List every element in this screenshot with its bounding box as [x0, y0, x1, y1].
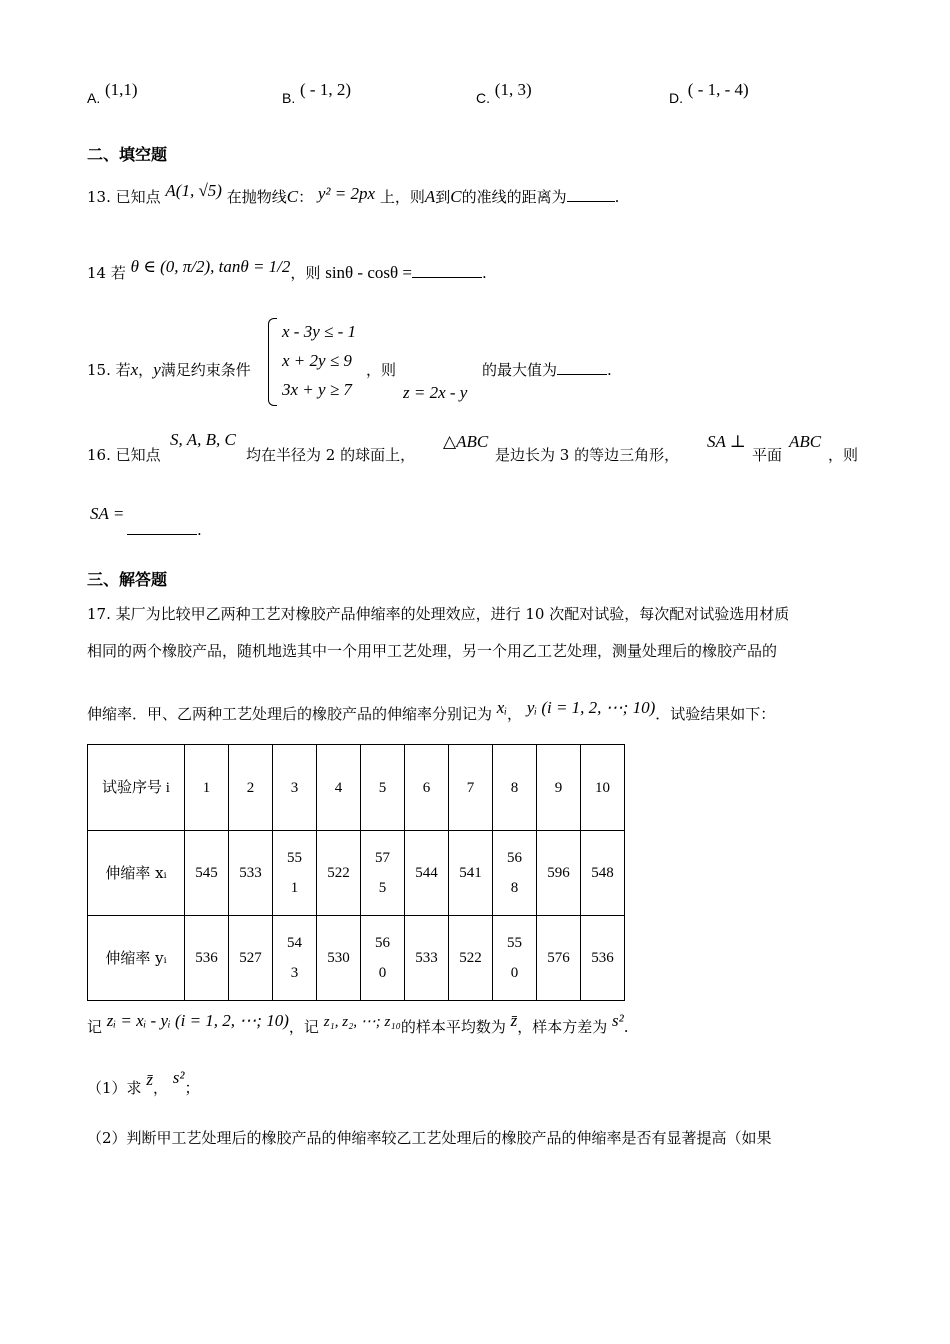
header-label: 试验序号 i	[102, 779, 170, 796]
q15-objective: z = 2x - y	[403, 383, 468, 402]
q15-end: .	[607, 361, 612, 379]
q17-line1: 17. 某厂为比较甲乙两种工艺对橡胶产品伸缩率的处理效应，进行 10 次配对试验，每次配对试验选用材质	[87, 605, 790, 623]
cell-wrap: 550	[507, 935, 522, 981]
table-cell	[273, 916, 317, 1001]
table-cell: 1	[185, 745, 229, 831]
option-c	[476, 80, 532, 108]
q17-part1-text: （1）求	[87, 1079, 142, 1097]
q16-text4: ，则	[828, 446, 859, 464]
q17-line3	[87, 698, 776, 724]
table-cell: 596	[537, 831, 581, 916]
q17-xi: xᵢ	[496, 698, 508, 717]
table-cell	[493, 916, 537, 1001]
q16-answer-blank	[127, 533, 197, 535]
table-cell: 4	[317, 745, 361, 831]
question-15	[87, 359, 251, 380]
option-b-value: ( - 1, 2)	[300, 80, 351, 99]
q13-a: A	[424, 187, 436, 206]
option-d-value: ( - 1, - 4)	[687, 80, 749, 99]
row-y-label-cell	[88, 916, 185, 1001]
option-b	[282, 80, 351, 108]
q17-line3-comma: ，	[507, 705, 523, 723]
table-cell: 522	[317, 831, 361, 916]
q17-line3-end: ．试验结果如下：	[655, 705, 776, 723]
table-cell: 6	[405, 745, 449, 831]
q15-tail	[482, 359, 612, 380]
table-cell: 576	[537, 916, 581, 1001]
table-row	[88, 831, 625, 916]
q13-point: A(1, √5)	[165, 181, 222, 200]
q17-note-c: 的样本平均数为	[400, 1018, 506, 1036]
q13-equation: y² = 2px	[317, 184, 376, 203]
q13-answer-blank	[567, 200, 615, 202]
q17-part1	[87, 1068, 200, 1098]
q17-note-b: ，记	[288, 1018, 319, 1036]
table-cell	[361, 916, 405, 1001]
header-label-cell	[88, 745, 185, 831]
table-cell	[493, 831, 537, 916]
table-cell	[273, 831, 317, 916]
q13-text3: 到	[435, 188, 451, 206]
q14-expression: sinθ - cosθ =	[325, 263, 412, 282]
q16-text2: 是边长为 3 的等边三角形，	[495, 446, 680, 464]
q17-yi: yᵢ (i = 1, 2, ⋯; 10)	[526, 698, 656, 717]
cell-wrap: 551	[287, 850, 302, 896]
q17-note-sequence: z₁, z₂, ⋯; z₁₀	[323, 1014, 401, 1030]
cell-wrap: 560	[375, 935, 390, 981]
table-row	[88, 745, 625, 831]
table-cell: 10	[581, 745, 625, 831]
table-cell: 548	[581, 831, 625, 916]
table-cell: 2	[229, 745, 273, 831]
q16-end: .	[197, 521, 202, 539]
section2-title: 二、填空题	[87, 145, 168, 164]
row-y-label: 伸缩率 yᵢ	[105, 948, 167, 967]
q15-constraint-3: 3x + y ≥ 7	[282, 380, 352, 399]
q13-text4: 的准线的距离为	[461, 188, 567, 206]
table-cell: 533	[229, 831, 273, 916]
q13-number: 13. 已知点	[87, 188, 161, 206]
table-cell: 8	[493, 745, 537, 831]
table-cell: 9	[537, 745, 581, 831]
q15-text1: 满足约束条件	[160, 361, 251, 379]
q14-condition: θ ∈ (0, π/2), tanθ = 1/2	[130, 257, 291, 276]
q17-part1-s2: s²	[172, 1068, 185, 1087]
q16-text1: 均在半径为 2 的球面上，	[246, 446, 416, 464]
q15-then: ，则	[366, 361, 397, 379]
table-cell: 3	[273, 745, 317, 831]
q15-constraint-1: x - 3y ≤ - 1	[282, 322, 356, 341]
table-cell: 530	[317, 916, 361, 1001]
q13-end: .	[614, 188, 620, 206]
q15-number: 15. 若	[87, 361, 131, 379]
q17-line3-text: 伸缩率．甲、乙两种工艺处理后的橡胶产品的伸缩率分别记为	[87, 705, 493, 723]
q17-part2: （2）判断甲工艺处理后的橡胶产品的伸缩率较乙工艺处理后的橡胶产品的伸缩率是否有显著提高（如果	[87, 1129, 772, 1147]
option-a-label: A.	[87, 90, 101, 106]
q14-end: .	[482, 264, 487, 282]
q15-brace	[268, 318, 277, 406]
table-cell: 5	[361, 745, 405, 831]
q17-note-a: 记	[87, 1018, 103, 1036]
option-c-value: (1, 3)	[494, 80, 532, 99]
question-13	[87, 181, 620, 207]
q17-line2: 相同的两个橡胶产品，随机地选其中一个用甲工艺处理，另一个用乙工艺处理，测量处理后的橡胶产品的	[87, 642, 778, 660]
cell-wrap: 568	[507, 850, 522, 896]
q16-number: 16. 已知点	[87, 446, 161, 464]
q15-text3: 的最大值为	[482, 361, 558, 379]
table-cell: 544	[405, 831, 449, 916]
q16-points: S, A, B, C	[170, 430, 236, 449]
cell-wrap: 575	[375, 850, 390, 896]
q16-answer-label: SA =	[90, 504, 125, 523]
q17-part1-comma: ，	[152, 1079, 168, 1097]
table-cell: 536	[581, 916, 625, 1001]
q16-triangle: △ABC	[443, 432, 489, 451]
q15-x: x	[130, 360, 139, 379]
q13-colon: ：	[298, 188, 314, 206]
table-cell: 545	[185, 831, 229, 916]
q16-text3: 平面	[752, 446, 783, 464]
table-cell: 533	[405, 916, 449, 1001]
row-x-label: 伸缩率 xᵢ	[105, 863, 167, 882]
q15-y: y	[153, 360, 161, 379]
cell-wrap: 543	[287, 935, 302, 981]
q13-text2: 上，则	[379, 188, 425, 206]
q17-note-equation: zᵢ = xᵢ - yᵢ (i = 1, 2, ⋯; 10)	[106, 1011, 289, 1030]
question-14	[87, 257, 487, 283]
q13-text1: 在抛物线	[226, 188, 287, 206]
q17-s2: s²	[612, 1011, 624, 1030]
q13-c: C	[286, 187, 299, 206]
table-cell: 536	[185, 916, 229, 1001]
option-d-label: D.	[669, 90, 683, 106]
q17-note-d: ，样本方差为	[517, 1018, 608, 1036]
q17-zbar: z̄	[510, 1011, 518, 1030]
q13-c2: C	[450, 187, 462, 206]
q16-abc: ABC	[789, 432, 822, 451]
table-cell: 522	[449, 916, 493, 1001]
q17-note	[87, 1011, 629, 1037]
option-c-label: C.	[476, 90, 490, 106]
q15-constraint-2: x + 2y ≤ 9	[282, 351, 352, 370]
table-cell	[361, 831, 405, 916]
q17-part1-zbar: z̄	[146, 1070, 153, 1089]
table-cell: 541	[449, 831, 493, 916]
table-cell: 527	[229, 916, 273, 1001]
q16-answer-line	[127, 521, 202, 539]
q14-comma: ，则	[290, 264, 321, 282]
option-a-value: (1,1)	[105, 80, 138, 99]
row-x-label-cell	[88, 831, 185, 916]
q15-sep: ，	[138, 361, 154, 379]
q14-answer-blank	[412, 276, 482, 278]
q14-number: 14 若	[87, 264, 126, 282]
q16-sa-perp: SA ⊥	[707, 432, 746, 451]
table-row	[88, 916, 625, 1001]
q17-part1-semicolon: ；	[184, 1079, 200, 1097]
q15-answer-blank	[557, 373, 607, 375]
results-table	[87, 744, 625, 1001]
table-cell: 7	[449, 745, 493, 831]
section3-title: 三、解答题	[87, 570, 168, 589]
option-a	[87, 80, 138, 108]
option-d	[669, 80, 749, 108]
q17-note-e: .	[623, 1018, 629, 1036]
option-b-label: B.	[282, 90, 296, 106]
